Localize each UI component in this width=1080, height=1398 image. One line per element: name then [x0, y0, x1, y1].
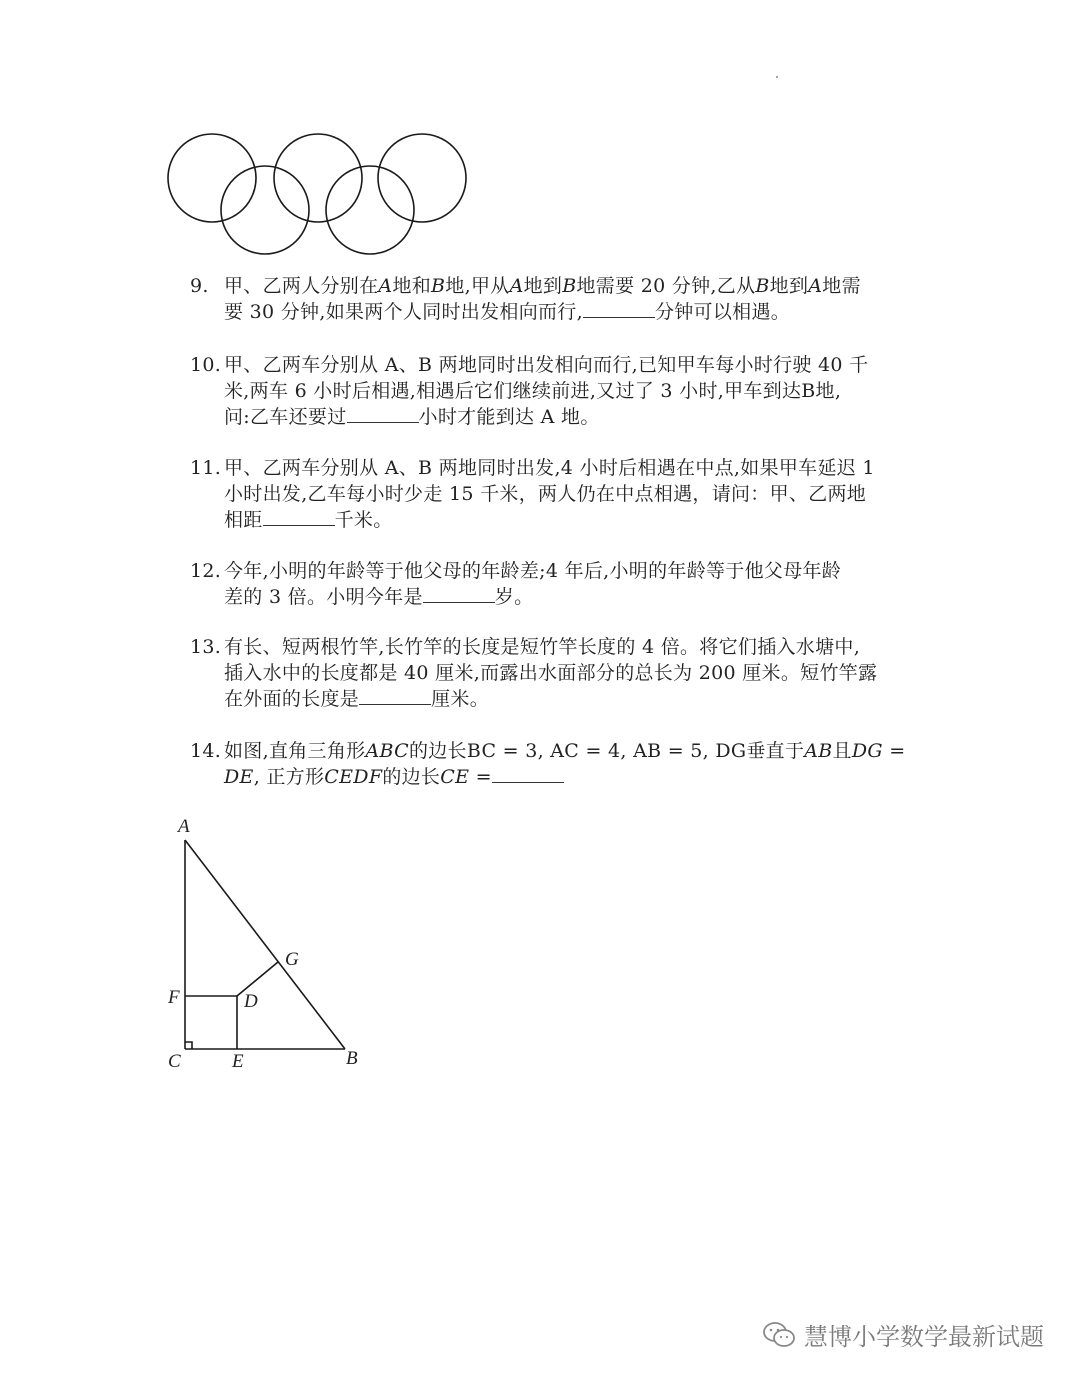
- math-variable: CE: [440, 766, 470, 788]
- stray-dot: [776, 76, 778, 78]
- text-run: 的边长: [382, 766, 441, 788]
- math-variable: B: [431, 275, 446, 297]
- question-number: 9.: [190, 275, 209, 297]
- math-variable: DE: [224, 766, 254, 788]
- text-run: 地需: [822, 275, 861, 297]
- label-g: G: [285, 949, 299, 970]
- question-line: [224, 404, 930, 430]
- side-ab: [185, 840, 345, 1049]
- question-line: [224, 686, 930, 712]
- text-run: 要 30 分钟,如果两个人同时出发相向而行,: [224, 301, 583, 323]
- text-run: =: [469, 766, 492, 788]
- question-body: [224, 558, 930, 610]
- text-run: 甲、乙两车分别从 A、B 两地同时出发,4 小时后相遇在中点,如果甲车延迟 1: [224, 457, 875, 479]
- text-run: 岁。: [494, 586, 534, 608]
- math-variable: B: [755, 275, 770, 297]
- ring-4: [221, 166, 309, 254]
- math-variable: A: [509, 275, 524, 297]
- question-12: [190, 558, 930, 610]
- olympic-rings-figure: [160, 128, 480, 260]
- text-run: 如图,直角三角形: [224, 740, 366, 762]
- question-13: [190, 634, 930, 712]
- question-9: [190, 273, 930, 325]
- question-body: [224, 273, 930, 325]
- right-triangle-figure: [160, 808, 380, 1078]
- question-line: [224, 273, 930, 299]
- text-run: 甲、乙两人分别在: [224, 275, 379, 297]
- question-line: [224, 352, 930, 378]
- text-run: 地到: [769, 275, 809, 297]
- question-line: [224, 764, 930, 790]
- question-number: 13.: [190, 636, 222, 658]
- answer-blank[interactable]: [359, 686, 431, 705]
- question-line: [224, 299, 930, 325]
- ring-2: [274, 134, 362, 222]
- question-line: [224, 558, 930, 584]
- math-variable: A: [378, 275, 393, 297]
- text-run: 差的 3 倍。小明今年是: [224, 586, 423, 608]
- question-number: 11.: [190, 457, 222, 479]
- question-number: 14.: [190, 740, 222, 762]
- text-run: =: [882, 740, 906, 762]
- question-line: [224, 481, 930, 507]
- text-run: 问:乙车还要过: [224, 406, 347, 428]
- question-body: [224, 455, 930, 533]
- wechat-icon: [762, 1321, 796, 1349]
- watermark: [762, 1317, 1044, 1352]
- text-run: 在外面的长度是: [224, 688, 360, 710]
- question-10: [190, 352, 930, 430]
- answer-blank[interactable]: [347, 404, 419, 423]
- text-run: , 正方形: [253, 766, 325, 788]
- text-run: 有长、短两根竹竿,长竹竿的长度是短竹竿长度的 4 倍。将它们插入水塘中,: [224, 636, 861, 658]
- math-variable: A: [808, 275, 823, 297]
- ring-5: [326, 166, 414, 254]
- text-run: 相距: [224, 509, 263, 531]
- question-11: [190, 455, 930, 533]
- text-run: 甲、乙两车分别从 A、B 两地同时出发相向而行,已知甲车每小时行驶 40 千: [224, 354, 869, 376]
- question-line: [224, 738, 930, 764]
- ring-1: [168, 134, 256, 222]
- question-body: [224, 352, 930, 430]
- answer-blank[interactable]: [423, 584, 495, 603]
- text-run: 今年,小明的年龄等于他父母的年龄差;4 年后,小明的年龄等于他父母年龄: [224, 560, 842, 582]
- text-run: 分钟可以相遇。: [654, 301, 791, 323]
- math-variable: AB: [804, 740, 833, 762]
- question-number: 10.: [190, 354, 222, 376]
- answer-blank[interactable]: [492, 764, 564, 783]
- question-line: [224, 378, 930, 404]
- math-variable: ABC: [365, 740, 409, 762]
- label-a: A: [178, 816, 190, 837]
- watermark-text: 慧博小学数学最新试题: [804, 1323, 1044, 1351]
- right-angle-mark: [185, 1042, 192, 1049]
- text-run: 且: [832, 740, 852, 762]
- text-run: 小时才能到达 A 地。: [418, 406, 600, 428]
- label-f: F: [168, 987, 180, 1008]
- math-variable: CEDF: [324, 766, 383, 788]
- label-c: C: [168, 1051, 181, 1072]
- text-run: 插入水中的长度都是 40 厘米,而露出水面部分的总长为 200 厘米。短竹竿露: [224, 662, 878, 684]
- question-number: 12.: [190, 560, 222, 582]
- text-run: 地需要 20 分钟,乙从: [576, 275, 756, 297]
- question-line: [224, 634, 930, 660]
- question-line: [224, 584, 930, 610]
- math-variable: B: [562, 275, 577, 297]
- question-body: [224, 634, 930, 712]
- question-line: [224, 455, 930, 481]
- math-variable: DG: [851, 740, 883, 762]
- text-run: 厘米。: [431, 688, 490, 710]
- text-run: 的边长BC = 3, AC = 4, AB = 5, DG垂直于: [408, 740, 805, 762]
- label-b: B: [346, 1048, 358, 1069]
- question-body: [224, 738, 930, 790]
- answer-blank[interactable]: [263, 507, 335, 526]
- text-run: 地和: [392, 275, 432, 297]
- question-line: [224, 660, 930, 686]
- text-run: 地,甲从: [445, 275, 510, 297]
- question-14: [190, 738, 930, 790]
- text-run: 米,两车 6 小时后相遇,相遇后它们继续前进,又过了 3 小时,甲车到达B地,: [224, 380, 842, 402]
- label-d: D: [244, 991, 258, 1012]
- text-run: 小时出发,乙车每小时少走 15 千米，两人仍在中点相遇，请问：甲、乙两地: [224, 483, 867, 505]
- answer-blank[interactable]: [583, 299, 655, 318]
- question-line: [224, 507, 930, 533]
- text-run: 千米。: [334, 509, 393, 531]
- text-run: 地到: [523, 275, 563, 297]
- ring-3: [378, 134, 466, 222]
- label-e: E: [232, 1051, 244, 1072]
